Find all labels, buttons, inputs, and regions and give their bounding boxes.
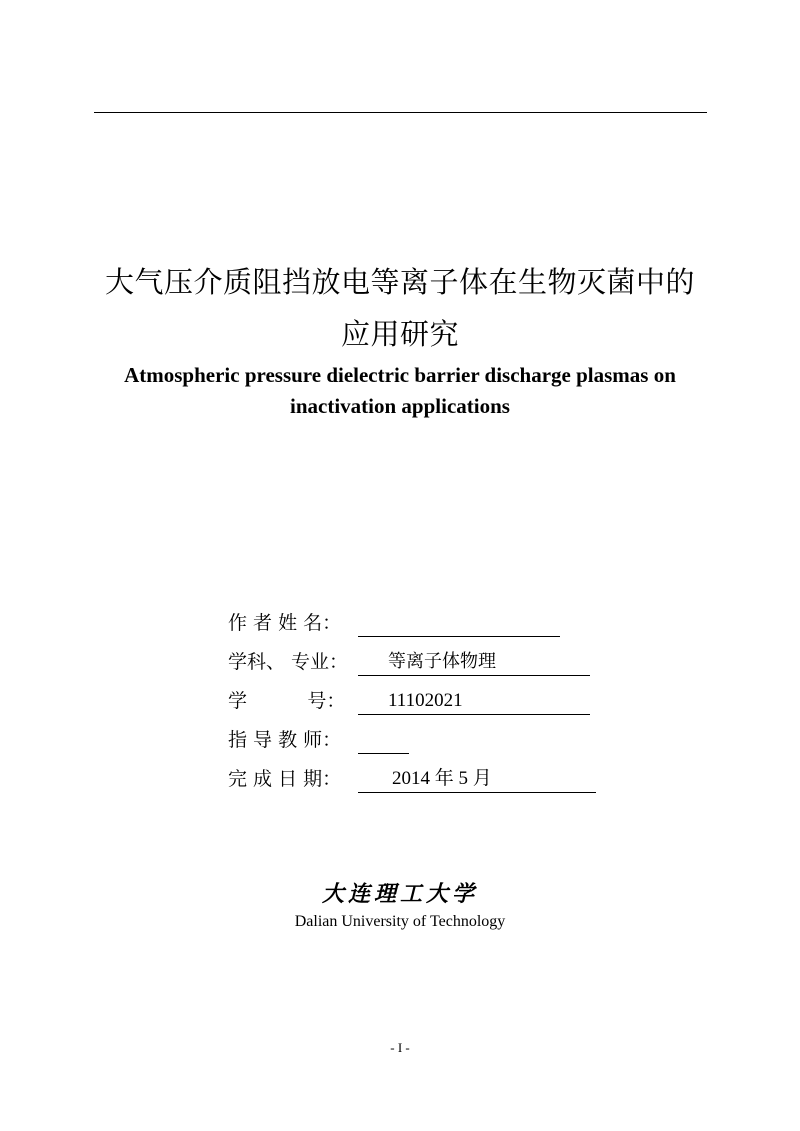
- student-id-value: 11102021: [388, 690, 463, 711]
- major-value-underline: [358, 647, 590, 676]
- thesis-title-chinese-line-2: 应用研究: [340, 317, 459, 351]
- advisor-label: 指 导 教 师：: [228, 729, 342, 751]
- header-rule: [94, 112, 707, 113]
- major-label: 学科、 专业：: [228, 651, 349, 673]
- advisor-value: [358, 725, 409, 754]
- university-name-english: Dalian University of Technology: [294, 913, 506, 930]
- student-id-label: 学 号：: [228, 690, 346, 712]
- completion-date-value-underline: [358, 764, 596, 793]
- major-value: 等离子体物理: [388, 651, 496, 672]
- author-label: 作 者 姓 名：: [228, 612, 342, 634]
- thesis-title-chinese-line-1: 大气压介质阻挡放电等离子体在生物灭菌中的: [104, 265, 695, 299]
- student-id-value-underline: [358, 686, 590, 715]
- completion-date-value: 2014 年 5 月: [392, 768, 492, 789]
- completion-date-label: 完 成 日 期：: [228, 768, 342, 790]
- thesis-title-english-line-2: inactivation applications: [290, 394, 510, 418]
- author-value: [358, 608, 560, 637]
- thesis-title-english-line-1: Atmospheric pressure dielectric barrier discharge plasmas on: [124, 363, 676, 387]
- page-number: - I -: [390, 1040, 410, 1055]
- university-name-chinese: 大连理工大学: [321, 881, 478, 907]
